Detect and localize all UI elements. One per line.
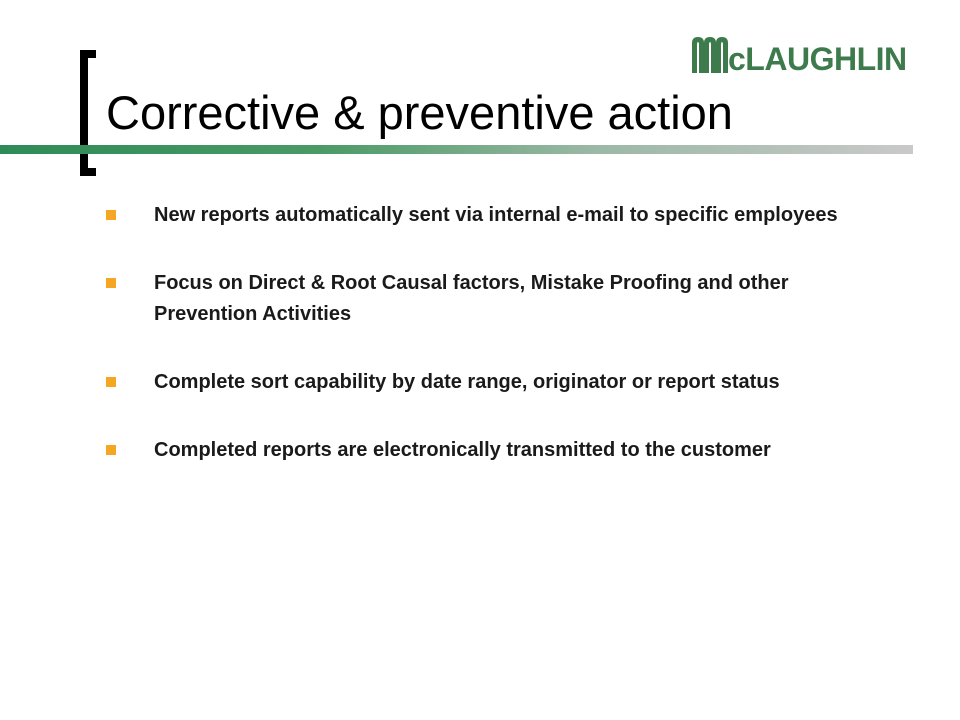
title-divider: [0, 145, 913, 154]
square-bullet-icon: [106, 210, 116, 220]
bullet-text: Focus on Direct & Root Causal factors, Mistake Proofing and other Prevention Activities: [154, 272, 789, 325]
list-item: [106, 435, 866, 466]
bullet-text: Completed reports are electronically transmitted to the customer: [154, 439, 771, 461]
list-item: [106, 200, 866, 231]
bullet-text: Complete sort capability by date range, originator or report status: [154, 371, 780, 393]
mclaughlin-logo-icon: [690, 35, 732, 75]
square-bullet-icon: [106, 445, 116, 455]
title-bracket: [80, 50, 96, 176]
list-item: [106, 268, 866, 330]
square-bullet-icon: [106, 377, 116, 387]
list-item: [106, 367, 866, 398]
bullet-text: New reports automatically sent via internal e-mail to specific employees: [154, 204, 838, 226]
company-logo: [690, 35, 930, 77]
bullet-list: [106, 200, 866, 503]
square-bullet-icon: [106, 278, 116, 288]
slide-title: Corrective & preventive action: [106, 86, 733, 139]
logo-text: cLAUGHLIN: [728, 41, 907, 77]
